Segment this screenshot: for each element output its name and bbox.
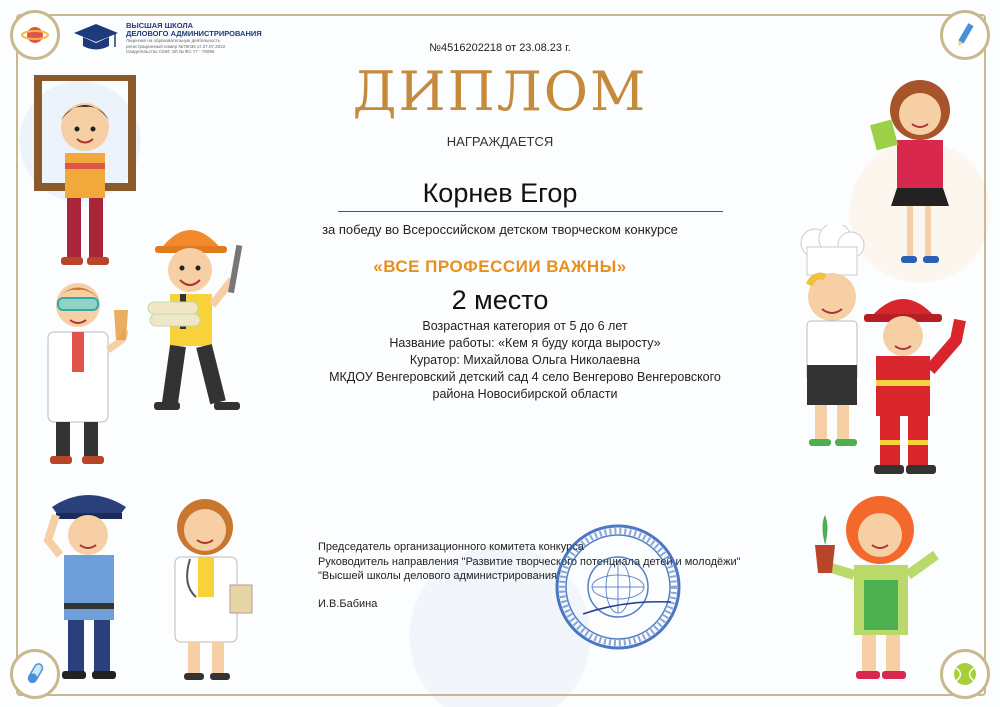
teacher-child-illustration — [865, 70, 965, 270]
issuer-license-line3: Свидетельство СМИ: ЭЛ № ФС 77 - 75096 — [126, 49, 215, 54]
doctor-child-illustration — [160, 485, 260, 685]
age-category: Возрастная категория от 5 до 6 лет — [422, 319, 628, 333]
signatory-name: И.В.Бабина — [318, 598, 378, 610]
details-block — [300, 318, 750, 403]
curator: Куратор: Михайлова Ольга Николаевна — [409, 353, 641, 367]
document-number: №4516202218 от 23.08.23 г. — [429, 42, 571, 54]
signature-line1: Председатель организационного комитета конкурса — [318, 541, 584, 553]
recipient-name: Корнев Егор — [422, 178, 578, 208]
issuer-license-line2: регистрационный номер №75036 от 27.07.2022 — [126, 43, 226, 49]
recipient-underline — [338, 211, 723, 212]
diploma-title: ДИПЛОМ — [352, 60, 648, 123]
institution-line2: района Новосибирской области — [432, 387, 618, 401]
engineer-child-illustration — [140, 210, 250, 415]
gardener-child-illustration — [810, 485, 950, 685]
awarded-label: НАГРАЖДАЕТСЯ — [446, 134, 554, 149]
issuer-name-line2: ДЕЛОВОГО АДМИНИСТРИРОВАНИЯ — [126, 29, 262, 38]
signature-line2: Руководитель направления "Развитие творческого потенциала детей и молодёжи" — [318, 555, 741, 568]
issuer-license-line1: Лицензия на образовательную деятельность — [126, 38, 221, 43]
work-title: Название работы: «Кем я буду когда выросту» — [389, 336, 661, 350]
award-place: 2 место — [451, 285, 549, 315]
award-reason: за победу во Всероссийском детском творческом конкурсе — [322, 222, 678, 237]
contest-name: «ВСЕ ПРОФЕССИИ ВАЖНЫ» — [373, 257, 627, 276]
institution-line1: МКДОУ Венгеровский детский сад 4 село Венгерово Венгеровского — [329, 370, 721, 384]
police-child-illustration — [40, 485, 140, 685]
chemist-child-illustration — [38, 270, 128, 465]
official-stamp — [553, 522, 683, 652]
issuer-name-line1: ВЫСШАЯ ШКОЛА — [126, 21, 194, 30]
firefighter-child-illustration — [848, 280, 968, 480]
signature-line3: "Высшей школы делового администрирования" — [318, 570, 561, 582]
child-with-frame-illustration — [30, 75, 140, 270]
